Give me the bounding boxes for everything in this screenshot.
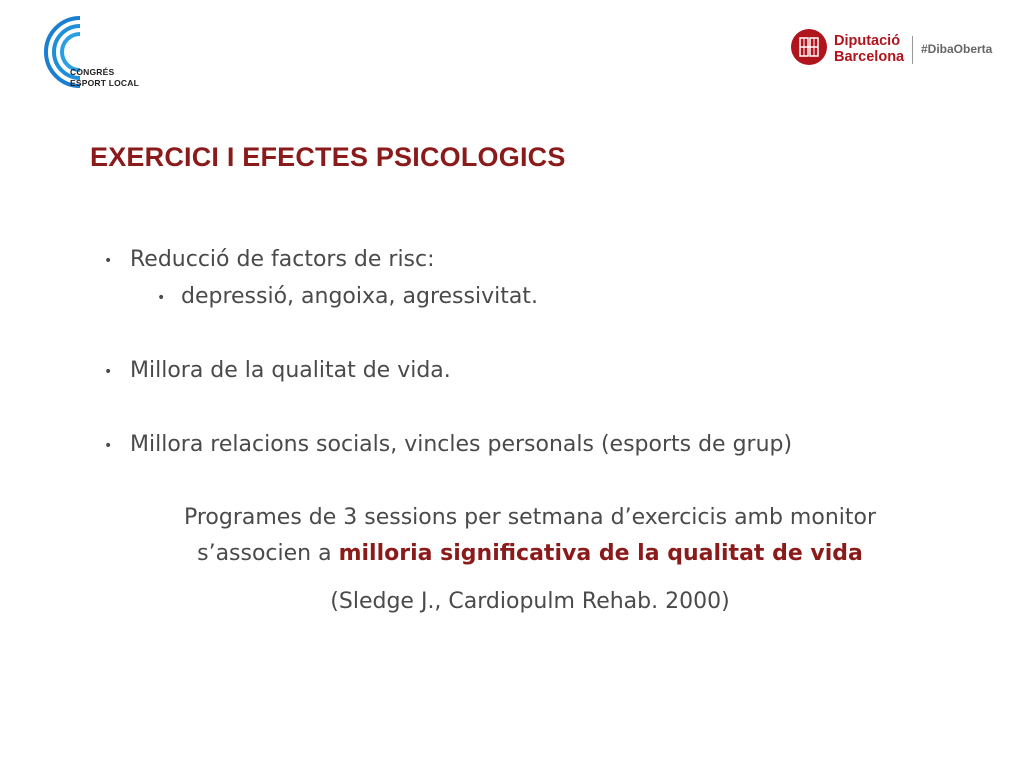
slide-title: EXERCICI I EFECTES PSICOLOGICS	[90, 142, 566, 172]
sub-bullet-item	[157, 283, 538, 311]
conclusion-line-1: Programes de 3 sessions per setmana d’exercicis amb monitor	[183, 505, 877, 530]
conclusion-highlight: milloria significativa de la qualitat de vida	[338, 541, 863, 566]
congres-esport-local-logo	[18, 12, 158, 92]
bullet-dot-icon: •	[104, 253, 113, 269]
citation: (Sledge J., Cardiopulm Rehab. 2000)	[330, 589, 730, 614]
bullet-item	[104, 246, 435, 274]
bullet-text: Millora de la qualitat de vida.	[130, 358, 451, 383]
logo-line-barcelona: Barcelona	[834, 49, 905, 65]
bullet-text: depressió, angoixa, agressivitat.	[181, 284, 538, 309]
bullet-dot-icon: •	[157, 290, 166, 306]
conclusion-line-2	[90, 537, 970, 571]
hashtag-diba-oberta: #DibaOberta	[921, 42, 993, 56]
diputacio-seal-icon	[790, 28, 828, 66]
bullet-item	[104, 431, 793, 459]
conclusion-prefix: s’associen a	[197, 541, 332, 566]
logo-line-diputacio: Diputació	[834, 33, 901, 49]
bullet-dot-icon: •	[104, 438, 113, 454]
logo-line-esport-local: ESPORT LOCAL	[70, 78, 139, 88]
bullet-text: Millora relacions socials, vincles personals (esports de grup)	[130, 432, 793, 457]
logo-line-congres: CONGRÉS	[70, 67, 115, 77]
diputacio-barcelona-logo	[790, 28, 1000, 72]
bullet-item	[104, 357, 451, 385]
bullet-dot-icon: •	[104, 364, 113, 380]
bullet-text: Reducció de factors de risc:	[130, 247, 435, 272]
logo-divider	[912, 36, 913, 64]
